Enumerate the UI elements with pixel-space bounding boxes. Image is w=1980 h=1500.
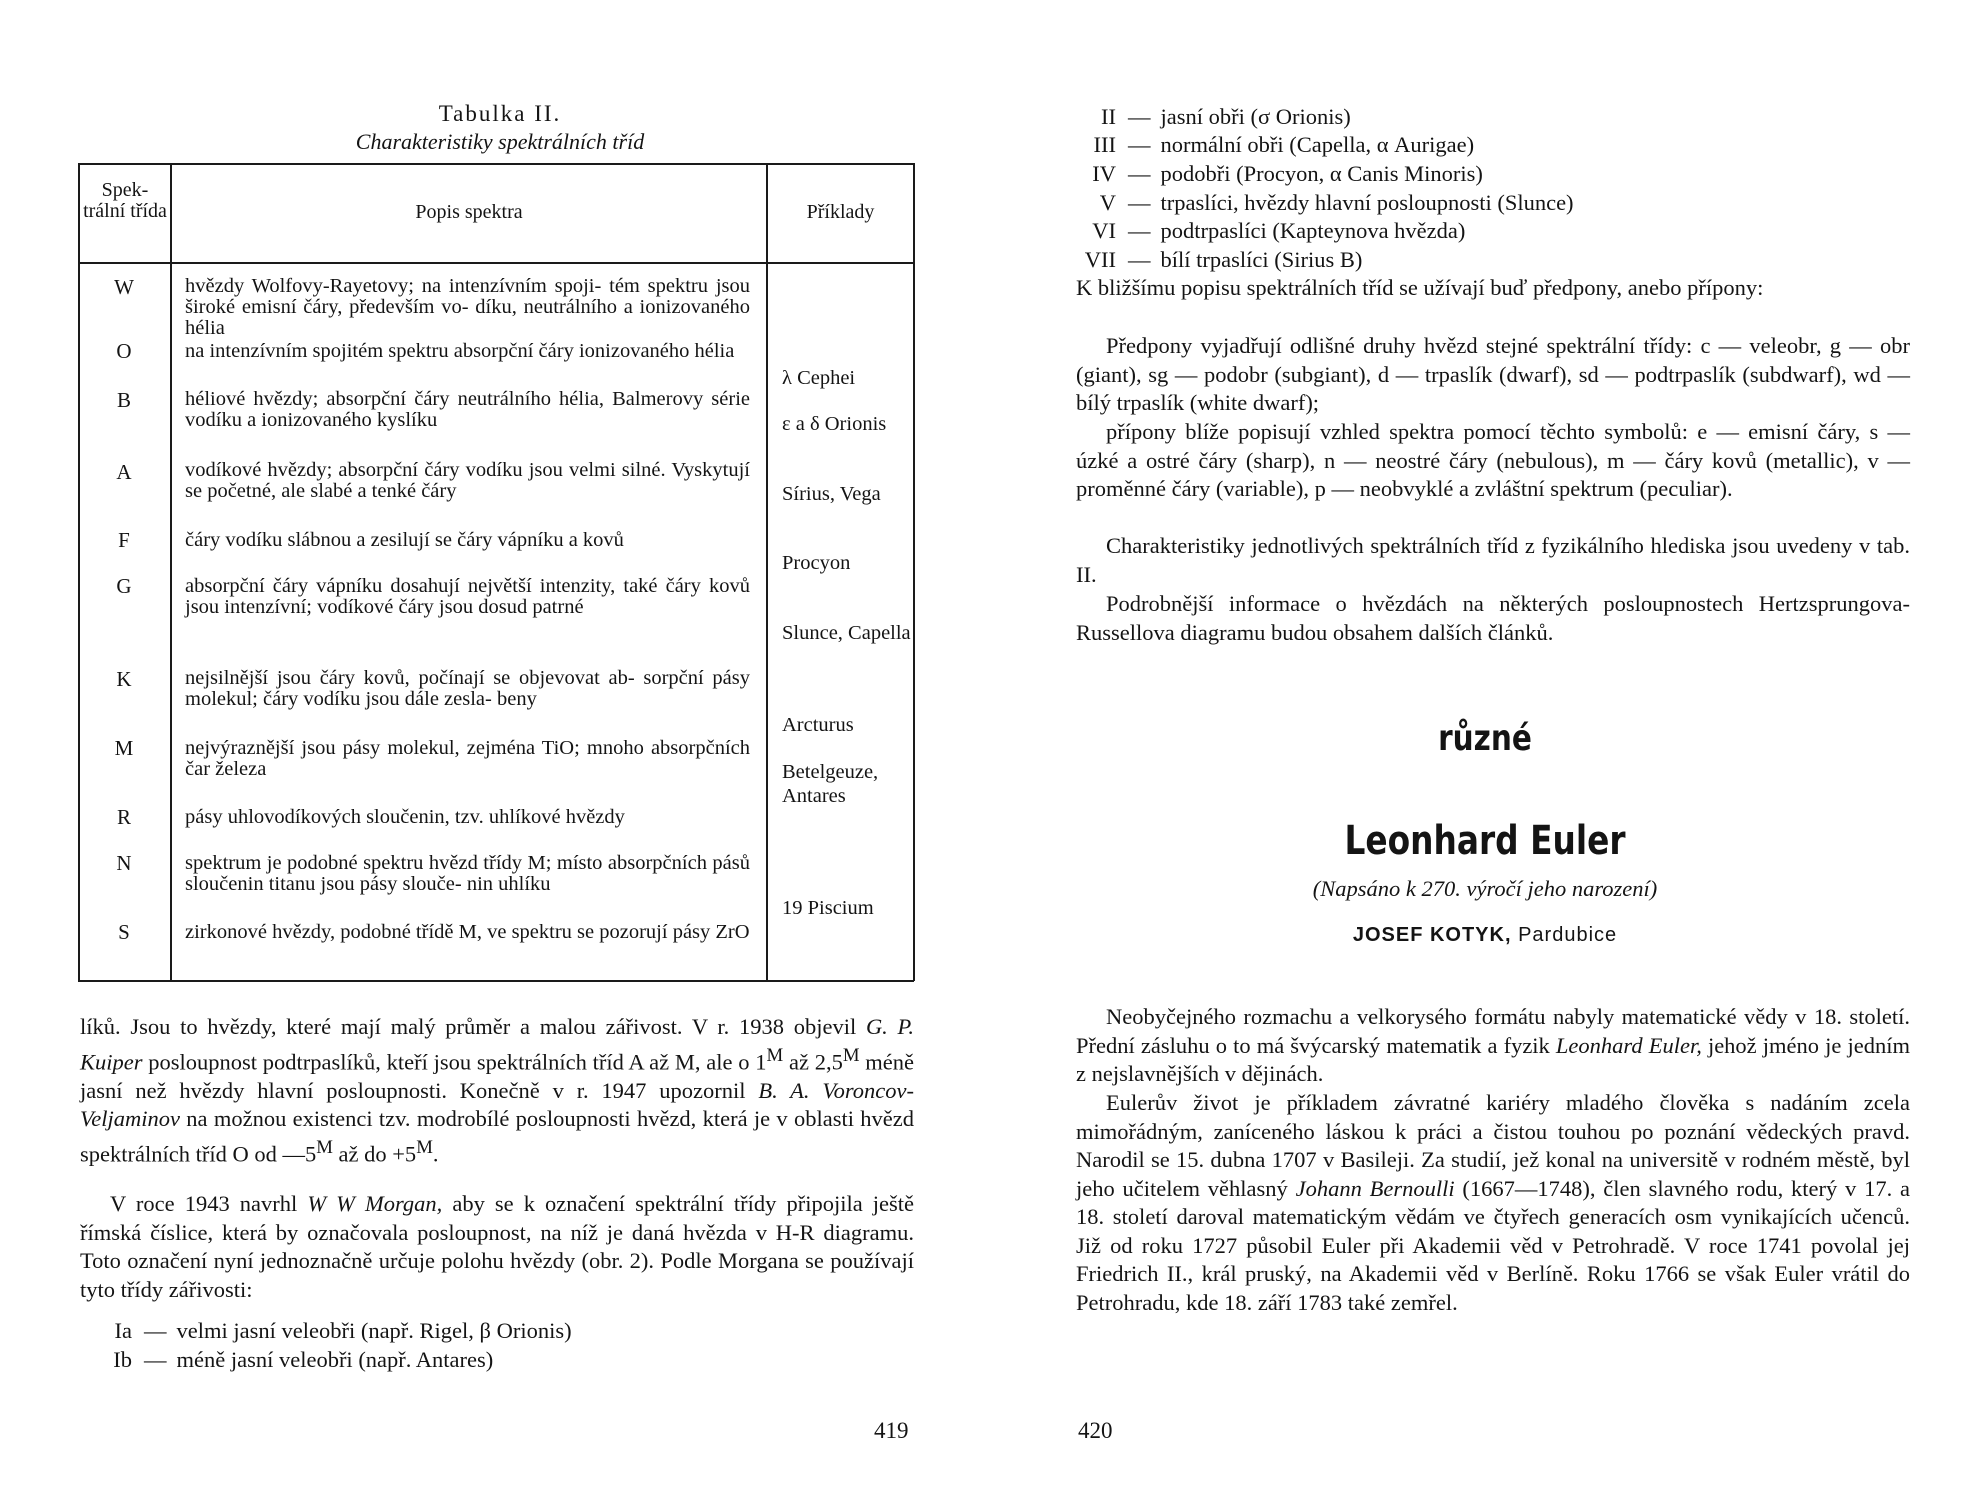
description-cell: hvězdy Wolfovy-Rayetovy; na intenzívním spoji- tém spektru jsou široké emisní čáry, především vo- díku, neutrálního a ionizovaného hélia [185,275,750,339]
luminosity-dash: — [1128,104,1151,129]
text-run: . [432,1141,439,1166]
luminosity-dash: — [1128,132,1151,157]
example-cell: Sírius, Vega [782,483,881,505]
example-cell: Arcturus [782,714,854,736]
class-cell: R [116,805,131,829]
magnitude-superscript: M [766,1044,784,1066]
author-name: JOSEF KOTYK, [1352,924,1512,946]
description-cell: čáry vodíku slábnou a zesilují se čáry vápníku a kovů [185,529,624,551]
name-kuiper: G. P. Kuiper [80,1014,915,1074]
luminosity-dash: — [1128,247,1151,272]
text-run: Eulerův život je příkladem závratné kariéry mladého člověka s nadáním zcela mimořádným, zaníceného láskou k práci a čistou touhou po poznání vědeckých pravd. Narodil se 15. dubna 1707 v Basileji. Za studií, jež konal na universitě v rodném městě, byl jeho učitelem věhlasný [1076,1090,1910,1201]
paragraph-prefixes: Předpony vyjadřují odlišné druhy hvězd stejné spektrální třídy: c — veleobr, g — obr (giant), sg — podobr (subgiant), d — trpaslík (dwarf), sd — podtrpaslík (subdwarf), wd — bílý trpaslík (white dwarf); [1076,333,1910,415]
luminosity-description: jasní obři (σ Orionis) [1160,104,1351,129]
table-bottom-rule [78,980,914,982]
description-cell: héliové hvězdy; absorpční čáry neutrálního hélia, Balmerovy série vodíku a ionizovaného kyslíku [185,388,750,431]
paragraph-further-articles: Podrobnější informace o hvězdách na některých posloupnostech Hertzsprungova-Russellova diagramu budou obsahem dalších článků. [1076,591,1910,645]
description-cell: na intenzívním spojitém spektru absorpční čáry ionizovaného hélia [185,340,735,362]
header-description: Popis spektra [415,201,523,223]
description-cell: absorpční čáry vápníku dosahují největší intenzity, také čáry kovů jsou intenzívní; vodíkové čáry jsou dosud patrné [185,575,750,618]
paragraph-physical-characteristics: Charakteristiky jednotlivých spektrálních tříd z fyzikálního hlediska jsou uvedeny v tab. II. [1076,533,1910,587]
luminosity-description: velmi jasní veleobři (např. Rigel, β Orionis) [176,1318,572,1343]
table-caption [330,100,670,156]
luminosity-dash: — [144,1347,167,1372]
paragraph-podtrpaslici [80,1013,914,1169]
text-run: líků. Jsou to hvězdy, které mají malý průměr a malou zářivost. V r. 1938 objevil [80,1014,866,1039]
text-run: aby se k označení spektrální třídy připojila ještě římská číslice, která by označovala posloupnost, na níž je daná hvězda v H-R diagramu. Toto označení nyní jednoznačně určuje polohu hvězdy (obr. 2). Podle Morgana se používají tyto třídy zářivosti: [80,1191,914,1302]
table-col-rule-1 [170,163,172,981]
description-cell: pásy uhlovodíkových sloučenin, tzv. uhlíkové hvězdy [185,806,625,828]
luminosity-description: trpaslíci, hvězdy hlavní posloupnosti (Slunce) [1160,190,1574,215]
class-cell: M [114,736,134,760]
luminosity-code: VI [1092,218,1116,243]
text-run: až 2,5 [783,1049,843,1074]
luminosity-code: V [1099,190,1116,215]
class-cell: N [116,851,132,875]
example-cell: Slunce, Capella [782,622,911,644]
luminosity-class-row [1070,160,1483,189]
luminosity-class-row [1070,103,1351,132]
text-run: na možnou existenci tzv. modrobílé posloupnosti hvězd, která je v oblasti hvězd spektrálních tříd O od —5 [80,1106,914,1166]
luminosity-class-row [1070,246,1362,275]
class-cell: O [116,339,132,363]
text-run: jehož jméno je jedním z nejslavnějších v dějinách. [1076,1032,1910,1086]
name-johann-bernoulli: Johann Bernoulli [1295,1175,1455,1201]
text-run: Neobyčejného rozmachu a velkorysého formátu nabyly matematické vědy v 18. století. Přední zásluhu o to má švýcarský matematik a fyzik [1076,1004,1910,1058]
magnitude-superscript: M [842,1044,860,1066]
header-examples: Příklady [806,201,875,223]
section-heading: různé [1438,718,1532,759]
example-cell: Procyon [782,552,851,574]
magnitude-superscript: M [416,1136,433,1158]
luminosity-description: méně jasní veleobři (např. Antares) [176,1347,494,1372]
table-right-rule [913,163,915,981]
luminosity-description: podobři (Procyon, α Canis Minoris) [1160,161,1483,186]
article-title: Leonhard Euler [1344,818,1626,864]
class-cell: F [118,528,130,552]
paragraph-euler-intro [1076,1003,1910,1089]
luminosity-description: podtrpaslíci (Kapteynova hvězda) [1160,218,1466,243]
luminosity-dash: — [144,1318,167,1343]
luminosity-description: bílí trpaslíci (Sirius B) [1160,247,1363,272]
text-run: V roce 1943 navrhl [110,1191,308,1216]
luminosity-dash: — [1128,190,1151,215]
example-cell: ε a δ Orionis [782,413,887,435]
table-col-rule-2 [766,163,768,981]
description-cell: zirkonové hvězdy, podobné třídě M, ve spektru se pozorují pásy ZrO [185,921,750,943]
luminosity-class-row [86,1317,572,1346]
luminosity-dash: — [1128,218,1151,243]
description-cell: spektrum je podobné spektru hvězd třídy M; místo absorpčních pásů sloučenin titanu jsou pásy slouče- nin uhlíku [185,852,750,895]
luminosity-class-row [86,1346,493,1375]
table-top-rule [78,163,914,165]
article-subtitle: (Napsáno k 270. výročí jeho narození) [1312,876,1658,901]
description-cell: vodíkové hvězdy; absorpční čáry vodíku jsou velmi silné. Vyskytují se početné, ale slabé a tenké čáry [185,459,750,502]
right-page [990,0,1980,1500]
name-morgan: W W Morgan, [307,1191,443,1216]
paragraph-prefix-suffix-intro: K bližšímu popisu spektrálních tříd se užívají buď předpony, anebo přípony: [1076,275,1764,300]
luminosity-code: Ia [114,1318,132,1343]
example-cell: 19 Piscium [782,897,874,919]
paragraph-morgan [80,1190,914,1304]
text-run: posloupnost podtrpaslíků, kteří jsou spektrálních tříd A až M, ale o 1 [142,1049,767,1074]
class-cell: A [116,460,132,484]
magnitude-superscript: M [316,1136,333,1158]
luminosity-code: Ib [113,1347,132,1372]
class-cell: W [114,275,134,299]
header-spectral-class: Spek- trální třída [83,179,167,222]
description-cell: nejsilnější jsou čáry kovů, počínají se objevovat ab- sorpční pásy molekul; čáry vodíku jsou dále zesla- beny [185,667,750,710]
class-cell: S [118,920,130,944]
luminosity-code: VII [1084,247,1116,272]
page-number-left: 419 [874,1418,909,1443]
table-header-rule [78,262,914,264]
text-run: až do +5 [332,1141,417,1166]
luminosity-description: normální obři (Capella, α Aurigae) [1160,132,1475,157]
author-place: Pardubice [1518,924,1618,946]
luminosity-code: IV [1092,161,1116,186]
name-leonhard-euler: Leonhard Euler, [1555,1032,1702,1058]
table-label: Tabulka II. [438,101,562,126]
luminosity-class-row [1070,189,1574,218]
article-author [990,924,1980,947]
class-cell: G [116,574,132,598]
luminosity-class-row [1070,217,1465,246]
luminosity-dash: — [1128,161,1151,186]
example-cell: Betelgeuze, Antares [782,761,879,807]
description-cell: nejvýraznější jsou pásy molekul, zejména TiO; mnoho absorpčních čar železa [185,737,750,780]
table-title: Charakteristiky spektrálních tříd [355,129,645,154]
text-run: (1667—1748), člen slavného rodu, který v 17. a 18. století daroval matematickým vědám ve čtyřech generacích osm vynikajících učenců. Již od roku 1727 působil Euler při Akademii věd v Petrohradě. V roce 1741 povolal jej Friedrich II., král pruský, na Akademii věd v Berlíně. Roku 1766 se však Euler vrátil do Petrohradu, kde 18. září 1783 také zemřel. [1076,1175,1910,1315]
text-run: méně jasní než hvězdy hlavní posloupnosti. Konečně v r. 1947 upozornil [80,1049,914,1103]
luminosity-class-row [1070,131,1474,160]
paragraph-suffixes: přípony blíže popisují vzhled spektra pomocí těchto symbolů: e — emisní čáry, s — úzké a ostré čáry (sharp), n — neostré čáry (nebulous), m — čáry kovů (metallic), v — proměnné čáry (variable), p — neobvyklé a zvláštní spektrum (peculiar). [1076,419,1910,501]
luminosity-code: II [1101,104,1116,129]
name-voroncov-veljaminov: B. A. Voroncov-Veljaminov [80,1077,915,1131]
class-cell: K [116,667,132,691]
table-left-rule [78,163,80,981]
paragraph-euler-life [1076,1089,1910,1317]
class-cell: B [116,388,131,412]
luminosity-code: III [1093,132,1116,157]
example-cell: λ Cephei [782,367,856,389]
page-number-right: 420 [1078,1418,1113,1443]
